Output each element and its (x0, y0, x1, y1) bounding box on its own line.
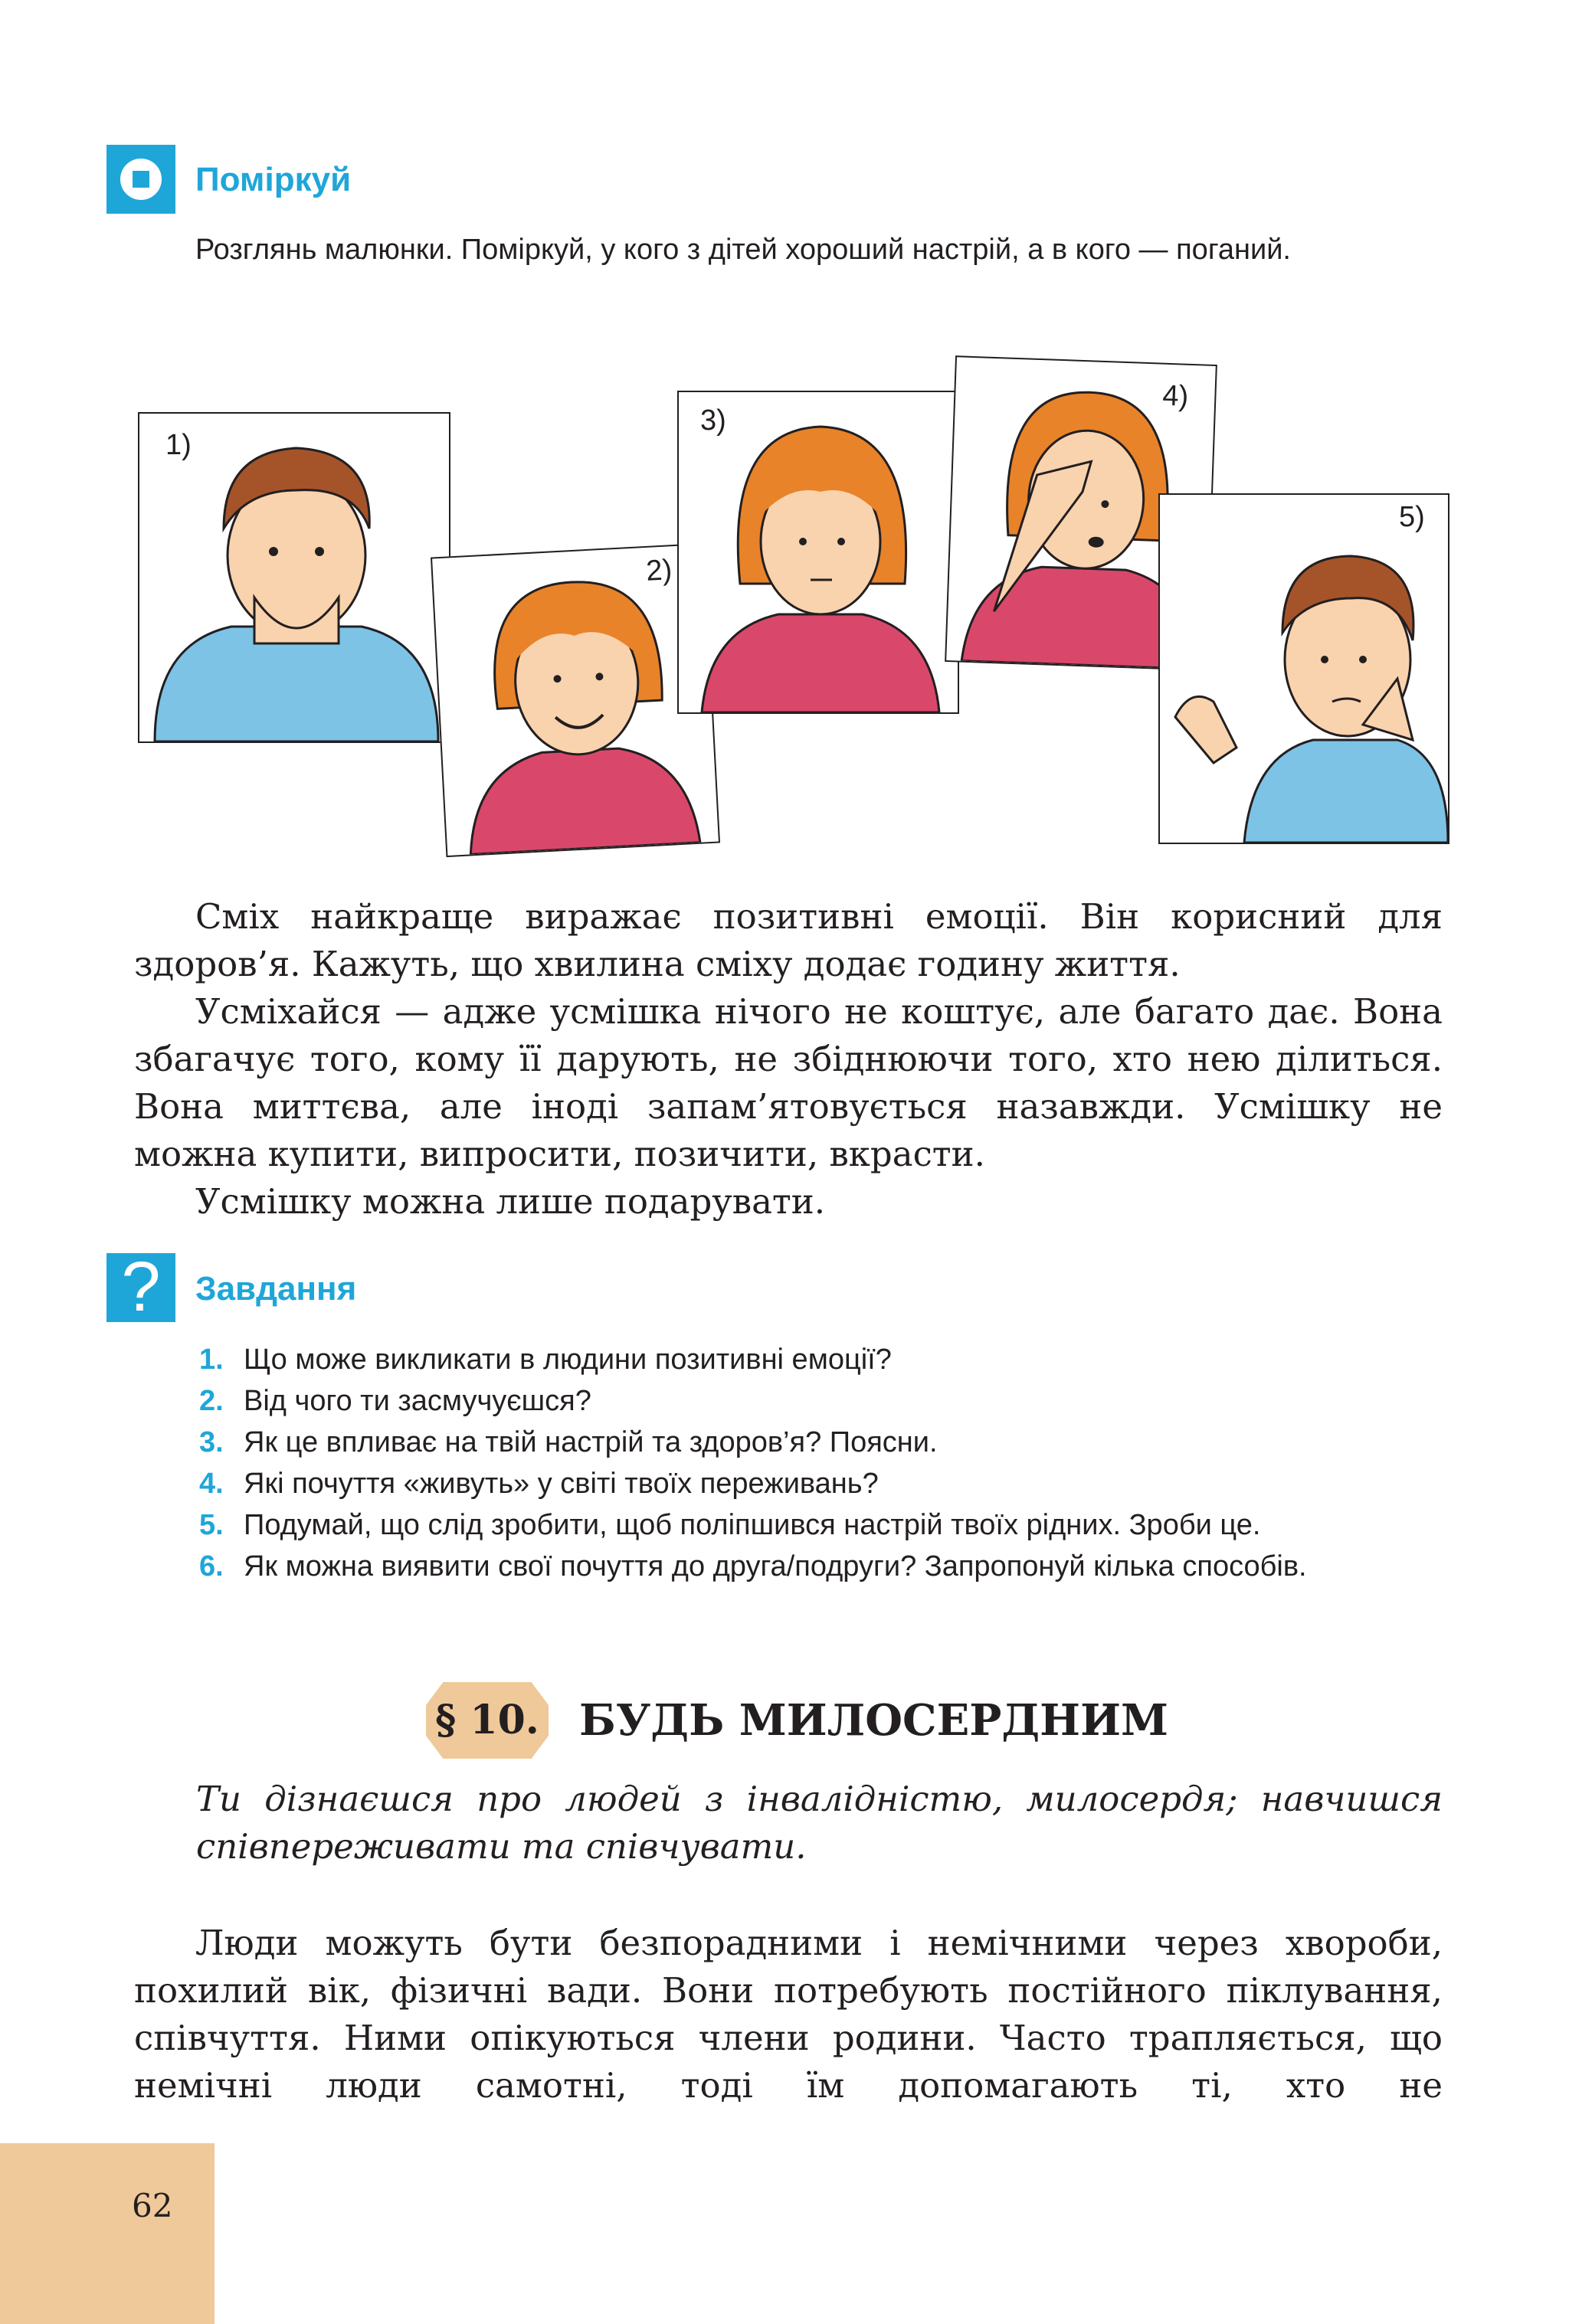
picture-label: 1) (165, 429, 192, 461)
page-tab (0, 2143, 215, 2324)
paragraph-line: здоров’я. Кажуть, що хвилина сміху додає годину життя. (134, 944, 1181, 984)
task-item: 3. Як це впливає на твій настрій та здоров’я? Поясни. (199, 1426, 938, 1458)
think-icon (106, 145, 175, 214)
section-title: БУДЬ МИЛОСЕРДНИМ (579, 1695, 1168, 1746)
section-intro: Ти дізнаєшся про людей з інвалідністю, милосердя; навчишся співпереживати та співчувати. (196, 1779, 1443, 1867)
paragraph: Усмішку можна лише подарувати. (195, 1181, 826, 1222)
think-heading: Поміркуй (195, 161, 352, 198)
boy-worried-illustration (139, 414, 449, 741)
section-number: § 10. (435, 1697, 539, 1743)
task-item: 6. Як можна виявити свої почуття до друга/подруги? Запропонуй кілька способів. (199, 1550, 1307, 1583)
question-icon: ? (106, 1253, 175, 1322)
picture-label: 4) (1161, 379, 1189, 413)
girl-smiling-illustration (432, 545, 719, 856)
paragraph-line: Сміх найкраще виражає позитивні емоції. Він корисний для (195, 896, 1443, 937)
picture-label: 3) (700, 404, 726, 437)
task-item: 4. Які почуття «живуть» у світі твоїх переживань? (199, 1468, 879, 1500)
picture-5 (1158, 493, 1449, 844)
task-item: 1. Що може викликати в людини позитивні емоції? (199, 1344, 892, 1376)
picture-label: 5) (1399, 501, 1425, 533)
think-instruction: Розглянь малюнки. Поміркуй, у кого з дітей хороший настрій, а в кого — поганий. (195, 234, 1291, 266)
boy-thinking-illustration (1160, 495, 1448, 843)
tasks-list (199, 1339, 1456, 1587)
girl-pensive-illustration (679, 392, 958, 712)
task-item: 2. Від чого ти засмучуєшся? (199, 1385, 591, 1417)
task-item: 5. Подумай, що слід зробити, щоб поліпшився настрій твоїх рідних. Зроби це. (199, 1509, 1261, 1541)
picture-label: 2) (645, 554, 673, 588)
tasks-heading: Завдання (195, 1270, 357, 1308)
picture-1 (138, 412, 450, 743)
laughter-text (134, 893, 1443, 1226)
page-number: 62 (132, 2187, 173, 2224)
picture-3 (677, 391, 959, 714)
section-body (134, 1920, 1443, 2110)
paragraph: Усміхайся — адже усмішка нічого не коштує, але багато дає. Вона збагачує того, кому її дарують, не збіднюючи того, хто нею ділиться. Вона миттєва, але іноді запам’ятовується назавжди. Усмішку не можна купити, випросити, позичити, вкрасти. (134, 991, 1443, 1174)
paragraph: Люди можуть бути безпорадними і немічними через хвороби, похилий вік, фізичні вади. Вони потребують постійного піклування, співчуття. Ними опікуються члени родини. Часто трапляється, що немічні люди самотні, тоді їм допомагають ті, хто не (134, 1923, 1443, 2106)
